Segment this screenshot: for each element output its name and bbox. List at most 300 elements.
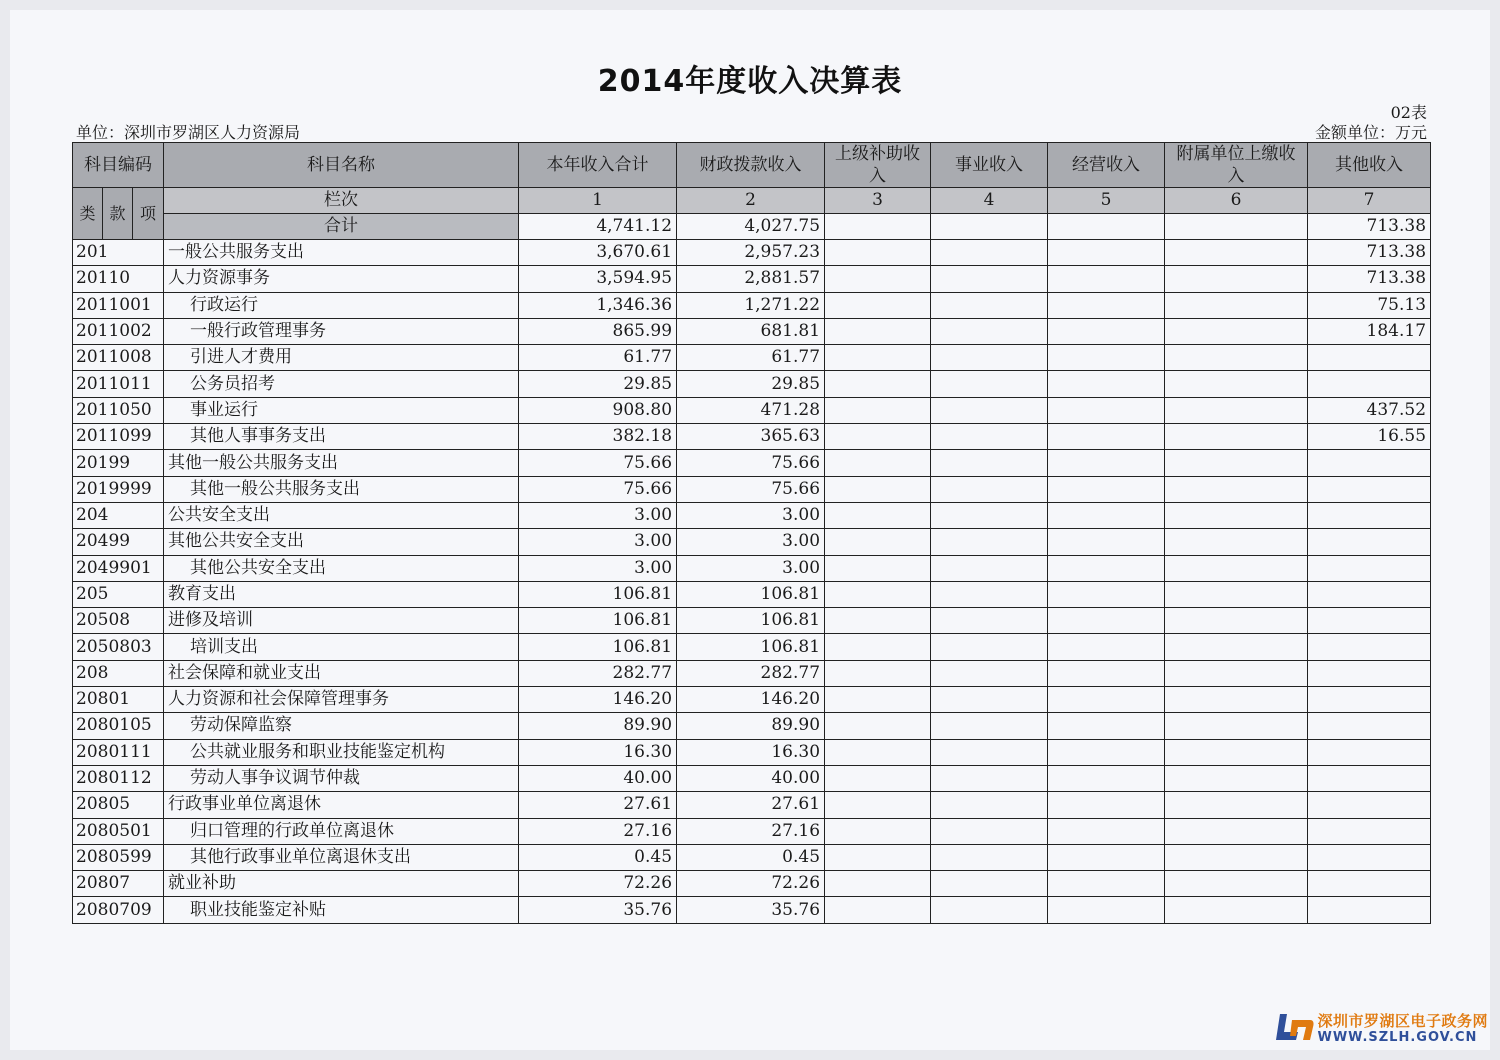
table-row	[73, 502, 1431, 528]
row-col7	[1308, 555, 1431, 581]
header-col6: 附属单位上缴收入	[1165, 143, 1308, 188]
row-col3	[825, 529, 931, 555]
row-code: 20807	[73, 871, 164, 897]
row-col1: 40.00	[519, 765, 677, 791]
row-col7	[1308, 792, 1431, 818]
row-name	[164, 739, 519, 765]
row-col3	[825, 371, 931, 397]
row-name	[164, 266, 519, 292]
header-col3: 上级补助收入	[825, 143, 931, 188]
row-col1: 1,346.36	[519, 292, 677, 318]
table-row	[73, 634, 1431, 660]
row-col5	[1048, 292, 1165, 318]
header-col7: 其他收入	[1308, 143, 1431, 188]
row-name	[164, 240, 519, 266]
row-name	[164, 529, 519, 555]
row-col6	[1165, 397, 1308, 423]
row-col1: 3.00	[519, 502, 677, 528]
row-col4	[931, 529, 1048, 555]
row-col5	[1048, 897, 1165, 923]
row-col4	[931, 502, 1048, 528]
row-col5	[1048, 634, 1165, 660]
row-name-text: 公共就业服务和职业技能鉴定机构	[190, 741, 446, 762]
row-col2: 35.76	[677, 897, 825, 923]
row-col4	[931, 318, 1048, 344]
row-name	[164, 634, 519, 660]
col-number-3: 3	[825, 188, 931, 214]
total-col5	[1048, 214, 1165, 240]
row-name	[164, 871, 519, 897]
row-name-text: 公务员招考	[190, 373, 276, 394]
table-row	[73, 371, 1431, 397]
row-name	[164, 502, 519, 528]
row-name	[164, 818, 519, 844]
row-col7	[1308, 687, 1431, 713]
table-row	[73, 318, 1431, 344]
row-col6	[1165, 660, 1308, 686]
row-col4	[931, 397, 1048, 423]
table-row	[73, 765, 1431, 791]
row-col4	[931, 240, 1048, 266]
table-row	[73, 713, 1431, 739]
row-col3	[825, 634, 931, 660]
row-col7	[1308, 345, 1431, 371]
row-col3	[825, 739, 931, 765]
header-xiang: 项	[133, 188, 164, 240]
logo-chinese-text: 深圳市罗湖区电子政务网	[1317, 1011, 1488, 1030]
row-col1: 3.00	[519, 555, 677, 581]
row-name	[164, 687, 519, 713]
row-col1: 865.99	[519, 318, 677, 344]
row-code: 2011011	[73, 371, 164, 397]
row-col4	[931, 555, 1048, 581]
row-name-text: 劳动保障监察	[190, 715, 293, 736]
row-col7	[1308, 660, 1431, 686]
row-col7	[1308, 581, 1431, 607]
row-name	[164, 371, 519, 397]
row-col3	[825, 818, 931, 844]
row-col2: 40.00	[677, 765, 825, 791]
row-col4	[931, 897, 1048, 923]
row-col2: 3.00	[677, 502, 825, 528]
row-col5	[1048, 555, 1165, 581]
header-col1: 本年收入合计	[519, 143, 677, 188]
row-name-text: 事业运行	[190, 399, 259, 420]
row-col4	[931, 424, 1048, 450]
total-col4	[931, 214, 1048, 240]
header-lanci: 栏次	[164, 188, 519, 214]
row-col1: 3.00	[519, 529, 677, 555]
row-col5	[1048, 424, 1165, 450]
row-code: 20110	[73, 266, 164, 292]
table-row	[73, 424, 1431, 450]
row-code: 2011001	[73, 292, 164, 318]
row-code: 2050803	[73, 634, 164, 660]
row-col1: 29.85	[519, 371, 677, 397]
logo-mark-icon	[1274, 1010, 1314, 1046]
row-col3	[825, 502, 931, 528]
header-lei: 类	[73, 188, 103, 240]
table-row	[73, 792, 1431, 818]
table-row	[73, 581, 1431, 607]
col-number-1: 1	[519, 188, 677, 214]
row-col3	[825, 660, 931, 686]
row-col2: 29.85	[677, 371, 825, 397]
row-col6	[1165, 502, 1308, 528]
row-col3	[825, 897, 931, 923]
header-col2: 财政拨款收入	[677, 143, 825, 188]
row-col4	[931, 844, 1048, 870]
table-row	[73, 897, 1431, 923]
row-col1: 35.76	[519, 897, 677, 923]
logo-url-text: WWW.SZLH.GOV.CN	[1317, 1029, 1478, 1045]
total-label: 合计	[164, 214, 519, 240]
row-col1: 3,670.61	[519, 240, 677, 266]
row-col3	[825, 608, 931, 634]
table-row	[73, 529, 1431, 555]
row-col6	[1165, 871, 1308, 897]
table-row	[73, 844, 1431, 870]
row-col5	[1048, 818, 1165, 844]
row-col7	[1308, 476, 1431, 502]
row-col3	[825, 450, 931, 476]
row-col4	[931, 581, 1048, 607]
row-col6	[1165, 292, 1308, 318]
row-col7	[1308, 897, 1431, 923]
table-row	[73, 818, 1431, 844]
row-col1: 146.20	[519, 687, 677, 713]
row-col3	[825, 844, 931, 870]
row-col5	[1048, 476, 1165, 502]
row-code: 2011008	[73, 345, 164, 371]
row-col4	[931, 345, 1048, 371]
row-col3	[825, 292, 931, 318]
row-col7	[1308, 450, 1431, 476]
row-name-text: 人力资源和社会保障管理事务	[168, 689, 390, 710]
row-col4	[931, 476, 1048, 502]
row-name-text: 其他公共安全支出	[190, 557, 327, 578]
table-row	[73, 608, 1431, 634]
row-code: 2080709	[73, 897, 164, 923]
row-col5	[1048, 240, 1165, 266]
row-col7	[1308, 608, 1431, 634]
row-name-text: 一般公共服务支出	[168, 242, 305, 263]
row-col3	[825, 476, 931, 502]
table-row	[73, 345, 1431, 371]
row-col5	[1048, 397, 1165, 423]
row-code: 20499	[73, 529, 164, 555]
row-col1: 0.45	[519, 844, 677, 870]
row-code: 2049901	[73, 555, 164, 581]
table-row	[73, 266, 1431, 292]
row-code: 2011099	[73, 424, 164, 450]
table-row	[73, 476, 1431, 502]
row-col2: 282.77	[677, 660, 825, 686]
row-name-text: 劳动人事争议调节仲裁	[190, 768, 361, 789]
row-col4	[931, 292, 1048, 318]
row-col3	[825, 871, 931, 897]
row-name-text: 其他人事事务支出	[190, 426, 327, 447]
row-name-text: 职业技能鉴定补贴	[190, 899, 327, 920]
row-code: 2080599	[73, 844, 164, 870]
row-code: 2011002	[73, 318, 164, 344]
total-col3	[825, 214, 931, 240]
row-col6	[1165, 240, 1308, 266]
row-col5	[1048, 529, 1165, 555]
row-code: 20801	[73, 687, 164, 713]
row-col6	[1165, 739, 1308, 765]
row-col7	[1308, 371, 1431, 397]
row-name	[164, 660, 519, 686]
row-col4	[931, 660, 1048, 686]
row-name-text: 公共安全支出	[168, 505, 271, 526]
row-col7: 75.13	[1308, 292, 1431, 318]
row-code: 208	[73, 660, 164, 686]
row-name-text: 行政运行	[190, 294, 259, 315]
row-col2: 27.61	[677, 792, 825, 818]
header-kuan: 款	[103, 188, 133, 240]
row-col6	[1165, 345, 1308, 371]
col-number-5: 5	[1048, 188, 1165, 214]
row-col2: 106.81	[677, 581, 825, 607]
table-row	[73, 739, 1431, 765]
table-row	[73, 555, 1431, 581]
row-col2: 16.30	[677, 739, 825, 765]
row-col3	[825, 687, 931, 713]
row-col2: 72.26	[677, 871, 825, 897]
row-name-text: 其他一般公共服务支出	[190, 478, 361, 499]
row-col7	[1308, 765, 1431, 791]
row-name	[164, 608, 519, 634]
row-code: 205	[73, 581, 164, 607]
row-col3	[825, 792, 931, 818]
row-name-text: 行政事业单位离退休	[168, 794, 322, 815]
row-col5	[1048, 502, 1165, 528]
row-name	[164, 345, 519, 371]
total-col7: 713.38	[1308, 214, 1431, 240]
row-col2: 75.66	[677, 476, 825, 502]
row-col6	[1165, 634, 1308, 660]
table-row	[73, 397, 1431, 423]
row-col1: 106.81	[519, 634, 677, 660]
total-col6	[1165, 214, 1308, 240]
row-name-text: 其他公共安全支出	[168, 531, 305, 552]
row-col2: 1,271.22	[677, 292, 825, 318]
row-col1: 382.18	[519, 424, 677, 450]
row-col1: 106.81	[519, 581, 677, 607]
row-col1: 282.77	[519, 660, 677, 686]
row-col2: 471.28	[677, 397, 825, 423]
row-col5	[1048, 318, 1165, 344]
row-col5	[1048, 608, 1165, 634]
row-name	[164, 792, 519, 818]
row-name-text: 人力资源事务	[168, 268, 271, 289]
site-logo	[1274, 1010, 1488, 1046]
row-code: 2080112	[73, 765, 164, 791]
row-col6	[1165, 581, 1308, 607]
row-col2: 3.00	[677, 555, 825, 581]
row-code: 20508	[73, 608, 164, 634]
page-title: 2014年度收入决算表	[597, 64, 903, 99]
row-col5	[1048, 266, 1165, 292]
row-col1: 75.66	[519, 476, 677, 502]
row-col5	[1048, 792, 1165, 818]
row-col1: 72.26	[519, 871, 677, 897]
amount-unit-label: 金额单位：万元	[1314, 123, 1427, 142]
row-col6	[1165, 844, 1308, 870]
row-col2: 106.81	[677, 608, 825, 634]
row-col3	[825, 266, 931, 292]
row-code: 20805	[73, 792, 164, 818]
row-col6	[1165, 555, 1308, 581]
row-col5	[1048, 765, 1165, 791]
row-name-text: 进修及培训	[168, 610, 254, 631]
row-code: 2080501	[73, 818, 164, 844]
row-col6	[1165, 476, 1308, 502]
row-name	[164, 844, 519, 870]
row-col7: 184.17	[1308, 318, 1431, 344]
row-col3	[825, 240, 931, 266]
row-name-text: 其他行政事业单位离退休支出	[190, 846, 412, 867]
row-col6	[1165, 371, 1308, 397]
row-col3	[825, 765, 931, 791]
row-col7: 437.52	[1308, 397, 1431, 423]
row-col2: 106.81	[677, 634, 825, 660]
row-code: 201	[73, 240, 164, 266]
row-col6	[1165, 529, 1308, 555]
header-name: 科目名称	[164, 143, 519, 188]
row-col2: 75.66	[677, 450, 825, 476]
row-col2: 365.63	[677, 424, 825, 450]
header-col4: 事业收入	[931, 143, 1048, 188]
row-col6	[1165, 424, 1308, 450]
row-col7	[1308, 713, 1431, 739]
row-col2: 2,881.57	[677, 266, 825, 292]
row-col1: 27.16	[519, 818, 677, 844]
row-col2: 2,957.23	[677, 240, 825, 266]
col-number-6: 6	[1165, 188, 1308, 214]
row-col6	[1165, 687, 1308, 713]
row-code: 2080111	[73, 739, 164, 765]
row-col2: 3.00	[677, 529, 825, 555]
total-col2: 4,027.75	[677, 214, 825, 240]
row-col3	[825, 318, 931, 344]
row-col5	[1048, 371, 1165, 397]
row-col2: 27.16	[677, 818, 825, 844]
unit-label: 单位：深圳市罗湖区人力资源局	[76, 123, 301, 142]
row-col5	[1048, 660, 1165, 686]
row-col7	[1308, 844, 1431, 870]
row-col7	[1308, 739, 1431, 765]
row-col4	[931, 687, 1048, 713]
row-col7: 16.55	[1308, 424, 1431, 450]
row-code: 204	[73, 502, 164, 528]
header-code: 科目编码	[73, 143, 164, 188]
row-col7: 713.38	[1308, 266, 1431, 292]
row-name	[164, 713, 519, 739]
row-col4	[931, 713, 1048, 739]
header-col5: 经营收入	[1048, 143, 1165, 188]
row-col2: 0.45	[677, 844, 825, 870]
row-name	[164, 897, 519, 923]
table-row	[73, 450, 1431, 476]
row-col3	[825, 713, 931, 739]
table-row	[73, 292, 1431, 318]
row-col3	[825, 581, 931, 607]
row-col4	[931, 871, 1048, 897]
table-number: 02表	[1390, 103, 1427, 122]
row-name-text: 归口管理的行政单位离退休	[190, 820, 395, 841]
row-col4	[931, 634, 1048, 660]
row-col6	[1165, 318, 1308, 344]
col-number-2: 2	[677, 188, 825, 214]
col-number-7: 7	[1308, 188, 1431, 214]
row-col1: 16.30	[519, 739, 677, 765]
row-col2: 681.81	[677, 318, 825, 344]
row-col6	[1165, 450, 1308, 476]
row-col4	[931, 739, 1048, 765]
row-col1: 908.80	[519, 397, 677, 423]
row-col5	[1048, 345, 1165, 371]
row-name	[164, 581, 519, 607]
table-row	[73, 687, 1431, 713]
row-name-text: 其他一般公共服务支出	[168, 452, 339, 473]
row-name	[164, 765, 519, 791]
row-code: 2080105	[73, 713, 164, 739]
row-name-text: 社会保障和就业支出	[168, 662, 322, 683]
row-col2: 89.90	[677, 713, 825, 739]
row-col6	[1165, 792, 1308, 818]
row-col7: 713.38	[1308, 240, 1431, 266]
income-table	[72, 142, 1431, 924]
row-col7	[1308, 818, 1431, 844]
row-col2: 146.20	[677, 687, 825, 713]
row-name	[164, 450, 519, 476]
row-name-text: 教育支出	[168, 584, 237, 604]
row-col1: 89.90	[519, 713, 677, 739]
row-name-text: 就业补助	[168, 873, 237, 894]
row-name-text: 培训支出	[190, 636, 259, 657]
row-col4	[931, 765, 1048, 791]
table-row	[73, 660, 1431, 686]
row-col7	[1308, 502, 1431, 528]
row-col3	[825, 345, 931, 371]
row-col1: 75.66	[519, 450, 677, 476]
row-col1: 61.77	[519, 345, 677, 371]
row-col5	[1048, 713, 1165, 739]
row-col1: 106.81	[519, 608, 677, 634]
row-code: 2019999	[73, 476, 164, 502]
row-col4	[931, 266, 1048, 292]
row-col6	[1165, 266, 1308, 292]
row-col5	[1048, 739, 1165, 765]
row-col3	[825, 397, 931, 423]
row-code: 2011050	[73, 397, 164, 423]
table-body	[73, 240, 1431, 924]
row-col4	[931, 608, 1048, 634]
row-name	[164, 476, 519, 502]
row-col5	[1048, 871, 1165, 897]
row-col4	[931, 371, 1048, 397]
row-col6	[1165, 608, 1308, 634]
row-col1: 3,594.95	[519, 266, 677, 292]
row-name-text: 一般行政管理事务	[190, 321, 327, 342]
row-col6	[1165, 897, 1308, 923]
row-col4	[931, 450, 1048, 476]
row-name	[164, 555, 519, 581]
row-col7	[1308, 871, 1431, 897]
total-col1: 4,741.12	[519, 214, 677, 240]
